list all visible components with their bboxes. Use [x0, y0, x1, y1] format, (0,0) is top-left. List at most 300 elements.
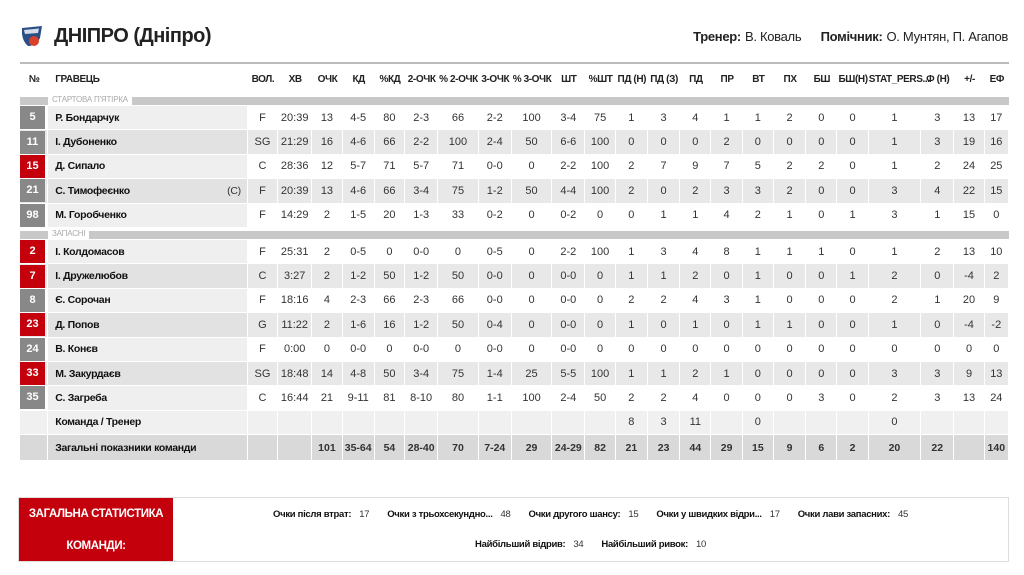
column-header[interactable]: ВТ — [752, 73, 765, 85]
player-name[interactable]: Д. Попов — [55, 318, 100, 331]
stat-cell: 2 — [680, 179, 711, 203]
player-name[interactable]: М. Закурдаєв — [55, 367, 121, 380]
stat-cell: 1 — [743, 313, 774, 337]
section-divider — [20, 228, 1009, 240]
stat-cell: 1 — [869, 130, 921, 154]
stat-cell: 15 — [954, 204, 984, 228]
stat-cell: 3 — [921, 106, 954, 130]
column-header[interactable]: ЕФ — [989, 73, 1005, 85]
stat-cell: 2 — [312, 204, 342, 228]
stat-cell: 1 — [616, 240, 648, 264]
stat-cell: 80 — [375, 106, 405, 130]
jersey-number: 35 — [20, 386, 45, 409]
section-bar — [20, 228, 1009, 239]
stat-cell: 0-0 — [479, 338, 512, 362]
stat-cell: 0 — [680, 130, 711, 154]
stat-cell: 0 — [743, 338, 774, 362]
stat-cell: 1-6 — [343, 313, 375, 337]
stat-cell: 2 — [648, 289, 680, 313]
stat-cell: 0 — [711, 386, 742, 410]
stat-cell: 1 — [711, 106, 742, 130]
stat-cell: 1 — [743, 106, 774, 130]
stat-cell: 1-2 — [405, 313, 438, 337]
player-row[interactable] — [20, 264, 1009, 288]
stat-cell: 100 — [438, 130, 478, 154]
summary-stat-label: Очки другого шансу: — [528, 509, 621, 521]
column-header[interactable]: ОЧК — [317, 73, 338, 85]
stat-cell: 15 — [743, 435, 774, 461]
stat-cell: 13 — [312, 179, 342, 203]
summary-stat-value: 15 — [628, 509, 639, 521]
jersey-number-cell — [20, 338, 48, 362]
stat-cell: 2 — [616, 386, 648, 410]
stat-cell: 24 — [954, 155, 984, 179]
stat-cell: 0 — [774, 264, 806, 288]
stat-cell: 1-4 — [479, 362, 512, 386]
stat-cell — [405, 411, 438, 435]
player-name-cell[interactable] — [48, 386, 248, 410]
stat-cell — [552, 411, 585, 435]
jersey-number: 98 — [20, 204, 45, 227]
stat-cell: 13 — [954, 240, 984, 264]
stat-cell: 3:27 — [278, 264, 312, 288]
stat-cell: 0 — [616, 204, 648, 228]
player-name-cell[interactable] — [48, 289, 248, 313]
stat-cell: 18:48 — [278, 362, 312, 386]
stat-cell: 3 — [869, 179, 921, 203]
stat-cell: 2 — [616, 179, 648, 203]
stat-cell: 0 — [921, 338, 954, 362]
column-header[interactable]: +/- — [964, 73, 975, 85]
stat-cell: 75 — [585, 106, 615, 130]
stat-cell: 20 — [869, 435, 921, 461]
stat-cell: 4-4 — [552, 179, 585, 203]
column-header[interactable]: ПХ — [783, 73, 797, 85]
stat-cell: 6 — [806, 435, 837, 461]
stat-cell: 1-2 — [479, 179, 512, 203]
player-name-cell[interactable] — [48, 179, 248, 203]
stat-cell: 3-4 — [552, 106, 585, 130]
stat-cell: 4-6 — [343, 130, 375, 154]
player-name-cell[interactable] — [48, 313, 248, 337]
empty-cell — [20, 411, 48, 435]
column-header[interactable]: ГРАВЕЦЬ — [55, 73, 100, 85]
stat-cell: 140 — [985, 435, 1009, 461]
stat-cell: 2 — [837, 435, 868, 461]
stat-cell: 0 — [774, 362, 806, 386]
column-header[interactable]: ПД (Н) — [617, 73, 647, 85]
player-name-cell[interactable] — [48, 155, 248, 179]
stat-cell: 0 — [806, 313, 837, 337]
stat-cell: 16 — [375, 313, 405, 337]
stat-cell: 8 — [616, 411, 648, 435]
column-header[interactable]: ХВ — [288, 73, 302, 85]
stat-cell: F — [248, 338, 278, 362]
column-header[interactable]: ПР — [720, 73, 734, 85]
stat-cell: 35-64 — [343, 435, 375, 461]
stat-cell: 2 — [312, 240, 342, 264]
summary-stat-value: 34 — [573, 538, 584, 550]
team-summary — [18, 497, 1009, 562]
stat-cell: 1 — [869, 106, 921, 130]
stat-cell: 3 — [921, 130, 954, 154]
stat-cell: 82 — [585, 435, 615, 461]
stat-cell: F — [248, 289, 278, 313]
stat-cell: 0 — [711, 264, 742, 288]
section-label: СТАРТОВА П'ЯТІРКА — [48, 94, 132, 106]
stat-cell: 0 — [585, 338, 615, 362]
stat-cell: 12 — [312, 155, 342, 179]
column-header[interactable]: %КД — [379, 73, 401, 85]
stat-cell: 50 — [438, 313, 478, 337]
stat-cell: 0 — [512, 155, 552, 179]
jersey-number-cell — [20, 130, 48, 154]
stat-cell: 100 — [512, 106, 552, 130]
team-logo-icon — [20, 24, 44, 48]
stat-cell: 9 — [954, 362, 984, 386]
stat-cell — [512, 411, 552, 435]
stat-cell: 25 — [512, 362, 552, 386]
jersey-number: 33 — [20, 362, 45, 385]
stat-cell: 0 — [512, 289, 552, 313]
player-name[interactable]: Д. Сипало — [55, 160, 105, 173]
stat-cell: C — [248, 264, 278, 288]
stat-cell: 0 — [375, 338, 405, 362]
stat-cell: 1 — [806, 240, 837, 264]
stat-cell: 80 — [438, 386, 478, 410]
stat-cell: 0 — [921, 264, 954, 288]
stat-cell: 2 — [774, 106, 806, 130]
player-name[interactable]: В. Конєв — [55, 343, 98, 356]
jersey-number: 8 — [20, 289, 45, 312]
column-header[interactable]: 3-ОЧК — [481, 73, 510, 85]
stat-cell: 16:44 — [278, 386, 312, 410]
stat-cell: C — [248, 155, 278, 179]
stat-cell: 1 — [837, 264, 868, 288]
column-header[interactable]: БШ — [813, 73, 831, 85]
player-row[interactable] — [20, 106, 1009, 130]
stat-cell: 0 — [774, 338, 806, 362]
stat-cell: 10 — [985, 240, 1009, 264]
stat-cell: 1 — [648, 264, 680, 288]
stat-cell: 0 — [774, 289, 806, 313]
player-row[interactable] — [20, 204, 1009, 228]
stat-cell: 66 — [375, 289, 405, 313]
stat-cell: 0 — [512, 313, 552, 337]
stat-cell: 5-7 — [405, 155, 438, 179]
stat-cell: 3 — [743, 179, 774, 203]
stat-cell — [438, 411, 478, 435]
row-label: Загальні показники команди — [48, 435, 248, 461]
stat-cell: F — [248, 240, 278, 264]
stat-cell: 0 — [512, 204, 552, 228]
column-header[interactable]: ШТ — [561, 73, 577, 85]
stat-cell: 7 — [711, 155, 742, 179]
stat-cell: 33 — [438, 204, 478, 228]
stat-cell: 71 — [375, 155, 405, 179]
stat-cell: 4-5 — [343, 106, 375, 130]
stat-cell: 2 — [616, 155, 648, 179]
jersey-number: 11 — [20, 131, 45, 154]
column-header[interactable]: БШ(Н) — [838, 73, 868, 85]
stat-cell: 75 — [438, 362, 478, 386]
stat-cell: 2-2 — [405, 130, 438, 154]
stat-cell: 18:16 — [278, 289, 312, 313]
jersey-number-cell — [20, 386, 48, 410]
column-header[interactable]: № — [28, 73, 40, 85]
stat-cell: 0 — [806, 179, 837, 203]
player-name-cell[interactable] — [48, 264, 248, 288]
player-name[interactable]: М. Горобченко — [55, 209, 127, 222]
stat-cell: -2 — [985, 313, 1009, 337]
player-name-cell[interactable] — [48, 240, 248, 264]
stat-cell: 2 — [680, 362, 711, 386]
player-row[interactable] — [20, 338, 1009, 362]
stat-cell — [312, 411, 342, 435]
stat-cell: 0 — [711, 338, 742, 362]
player-name[interactable]: І. Колдомасов — [55, 245, 125, 258]
stat-cell: 0 — [806, 106, 837, 130]
player-name-cell[interactable] — [48, 204, 248, 228]
stat-cell: SG — [248, 130, 278, 154]
player-name[interactable]: С. Загреба — [55, 391, 107, 404]
column-header[interactable]: ВОЛ. — [251, 73, 275, 85]
team-summary-title: ЗАГАЛЬНА СТАТИСТИКА КОМАНДИ: — [19, 498, 173, 561]
stat-cell: 0 — [806, 362, 837, 386]
stat-cell: 20:39 — [278, 179, 312, 203]
stat-cell: 0 — [375, 240, 405, 264]
jersey-number-cell — [20, 264, 48, 288]
stat-cell: 3 — [711, 179, 742, 203]
stat-cell: 100 — [512, 386, 552, 410]
stat-cell: 16 — [985, 130, 1009, 154]
player-row[interactable] — [20, 155, 1009, 179]
box-score-table — [20, 62, 1009, 461]
summary-stat-label: Очки у швидких відри... — [656, 509, 762, 521]
stat-cell: 13 — [312, 106, 342, 130]
stat-cell: 3 — [648, 240, 680, 264]
stat-cell: 0 — [743, 386, 774, 410]
stat-cell: 9 — [774, 435, 806, 461]
team-coach-row — [20, 411, 1009, 435]
column-header[interactable]: ПД — [689, 73, 703, 85]
column-header[interactable]: %ШТ — [588, 73, 613, 85]
player-name[interactable]: І. Дубоненко — [55, 136, 117, 149]
stat-cell: 3-4 — [405, 179, 438, 203]
stat-cell — [954, 411, 984, 435]
stat-cell: 13 — [954, 106, 984, 130]
stat-cell: 4 — [711, 204, 742, 228]
stat-cell: 9 — [985, 289, 1009, 313]
stat-cell: 13 — [985, 362, 1009, 386]
player-name[interactable]: Р. Бондарчук — [55, 111, 120, 124]
team-totals-row — [20, 435, 1009, 461]
jersey-number: 24 — [20, 338, 45, 361]
player-name[interactable]: Є. Сорочан — [55, 294, 111, 307]
stat-cell: 4 — [921, 179, 954, 203]
stat-cell: 2 — [312, 264, 342, 288]
stat-cell: 2-4 — [479, 130, 512, 154]
stat-cell: 66 — [438, 106, 478, 130]
stat-cell — [375, 411, 405, 435]
stat-cell — [954, 435, 984, 461]
assistant-names: О. Мунтян, П. Агапов — [886, 28, 1008, 44]
stat-cell — [774, 411, 806, 435]
coaching-staff — [693, 29, 1008, 44]
player-row[interactable] — [20, 362, 1009, 386]
stat-cell: 3 — [921, 362, 954, 386]
player-name[interactable]: С. Тимофеєнко — [55, 184, 130, 197]
stat-cell: 29 — [512, 435, 552, 461]
stat-cell: 1 — [921, 204, 954, 228]
jersey-number-cell — [20, 106, 48, 130]
stat-cell: 44 — [680, 435, 711, 461]
stat-cell: 5 — [743, 155, 774, 179]
stat-cell: 0 — [648, 313, 680, 337]
stat-cell: 29 — [711, 435, 742, 461]
player-row[interactable] — [20, 179, 1009, 203]
stat-cell — [985, 411, 1009, 435]
stat-cell: 4 — [680, 289, 711, 313]
row-label: Команда / Тренер — [48, 411, 248, 435]
stat-cell: 0 — [743, 130, 774, 154]
summary-stat — [387, 509, 510, 520]
summary-stat-label: Найбільший відрив: — [475, 538, 566, 550]
stat-cell: 8 — [711, 240, 742, 264]
player-name-cell[interactable] — [48, 106, 248, 130]
summary-stat-label: Очки після втрат: — [273, 509, 352, 521]
stat-cell: 1-3 — [405, 204, 438, 228]
summary-stat-label: Очки лави запасних: — [797, 509, 891, 521]
player-row[interactable] — [20, 386, 1009, 410]
player-name-cell[interactable] — [48, 338, 248, 362]
column-header[interactable]: ПД (З) — [650, 73, 678, 85]
player-name-cell[interactable] — [48, 130, 248, 154]
stat-cell: 4-8 — [343, 362, 375, 386]
jersey-number-cell — [20, 204, 48, 228]
stat-cell: 0 — [585, 289, 615, 313]
stat-cell — [248, 411, 278, 435]
stat-cell: 50 — [438, 264, 478, 288]
player-name[interactable]: І. Дружелюбов — [55, 270, 128, 283]
jersey-number-cell — [20, 362, 48, 386]
stat-cell: 0 — [512, 338, 552, 362]
stat-cell: 70 — [438, 435, 478, 461]
jersey-number: 23 — [20, 313, 45, 336]
stat-cell: 0 — [743, 411, 774, 435]
stat-cell: 1 — [743, 289, 774, 313]
stat-cell: 100 — [585, 240, 615, 264]
stat-cell: 0-0 — [479, 155, 512, 179]
stat-cell: 2 — [743, 204, 774, 228]
summary-stat — [656, 509, 779, 520]
stat-cell: 50 — [512, 130, 552, 154]
stat-cell: 0-0 — [405, 338, 438, 362]
stat-cell: 0:00 — [278, 338, 312, 362]
stat-cell: 2 — [921, 240, 954, 264]
stat-cell — [711, 411, 742, 435]
stat-cell — [837, 411, 868, 435]
player-row[interactable] — [20, 130, 1009, 154]
stat-cell: 1 — [837, 204, 868, 228]
stat-cell: 0-5 — [479, 240, 512, 264]
stat-cell: 1 — [774, 313, 806, 337]
column-header[interactable]: % 3-ОЧК — [512, 73, 552, 85]
stat-cell: 0 — [806, 130, 837, 154]
jersey-number: 15 — [20, 155, 45, 178]
summary-stat — [601, 539, 706, 550]
stat-cell: 1 — [616, 362, 648, 386]
stat-cell: 20:39 — [278, 106, 312, 130]
stat-cell: 20 — [954, 289, 984, 313]
stat-cell: 28-40 — [405, 435, 438, 461]
player-name-cell[interactable] — [48, 362, 248, 386]
stat-cell: 2 — [711, 130, 742, 154]
stat-cell: 0-5 — [343, 240, 375, 264]
column-header[interactable]: 2-ОЧК — [407, 73, 436, 85]
player-row[interactable] — [20, 289, 1009, 313]
summary-stat — [475, 539, 583, 550]
summary-stat-label: Очки з трьохсекундно... — [387, 509, 493, 521]
stat-cell: C — [248, 386, 278, 410]
stat-cell: 0 — [985, 338, 1009, 362]
summary-stat-value: 17 — [359, 509, 370, 521]
stat-cell: 2-4 — [552, 386, 585, 410]
stat-cell: 0 — [616, 338, 648, 362]
column-header[interactable]: Ф (Н) — [926, 73, 950, 85]
player-row[interactable] — [20, 240, 1009, 264]
summary-stat-value: 10 — [695, 538, 706, 550]
stat-cell: 50 — [585, 386, 615, 410]
stat-cell: 0 — [648, 338, 680, 362]
stat-cell: 19 — [954, 130, 984, 154]
stat-cell: 1-5 — [343, 204, 375, 228]
stat-cell: 0 — [512, 264, 552, 288]
stat-cell: 3 — [869, 362, 921, 386]
stat-cell: 66 — [375, 179, 405, 203]
stat-cell: 3 — [921, 386, 954, 410]
player-row[interactable] — [20, 313, 1009, 337]
stat-cell: 1 — [616, 106, 648, 130]
stat-cell: 0 — [869, 411, 921, 435]
stat-cell: 8-10 — [405, 386, 438, 410]
column-header[interactable]: STAT_PERS... — [868, 73, 930, 85]
stat-cell: F — [248, 204, 278, 228]
stat-cell: 2 — [869, 264, 921, 288]
stat-cell: 50 — [375, 362, 405, 386]
column-header[interactable]: % 2-ОЧК — [439, 73, 478, 85]
stat-cell: 2 — [869, 289, 921, 313]
stat-cell: 0 — [806, 204, 837, 228]
summary-stat-value: 17 — [769, 509, 780, 521]
stat-cell: 0 — [837, 240, 868, 264]
column-header[interactable]: КД — [352, 73, 365, 85]
jersey-number: 5 — [20, 106, 45, 129]
stat-cell: 4 — [312, 289, 342, 313]
stat-cell — [921, 411, 954, 435]
stat-cell: F — [248, 106, 278, 130]
stat-cell: 0-2 — [552, 204, 585, 228]
stat-cell: 0 — [680, 338, 711, 362]
stat-cell: 22 — [954, 179, 984, 203]
stat-cell: 23 — [648, 435, 680, 461]
jersey-number: 2 — [20, 240, 45, 263]
stat-cell: 2-3 — [343, 289, 375, 313]
stat-cell: 1 — [774, 240, 806, 264]
stat-cell: 2 — [985, 264, 1009, 288]
stat-cell: 0 — [837, 130, 868, 154]
stat-cell: 0-4 — [479, 313, 512, 337]
